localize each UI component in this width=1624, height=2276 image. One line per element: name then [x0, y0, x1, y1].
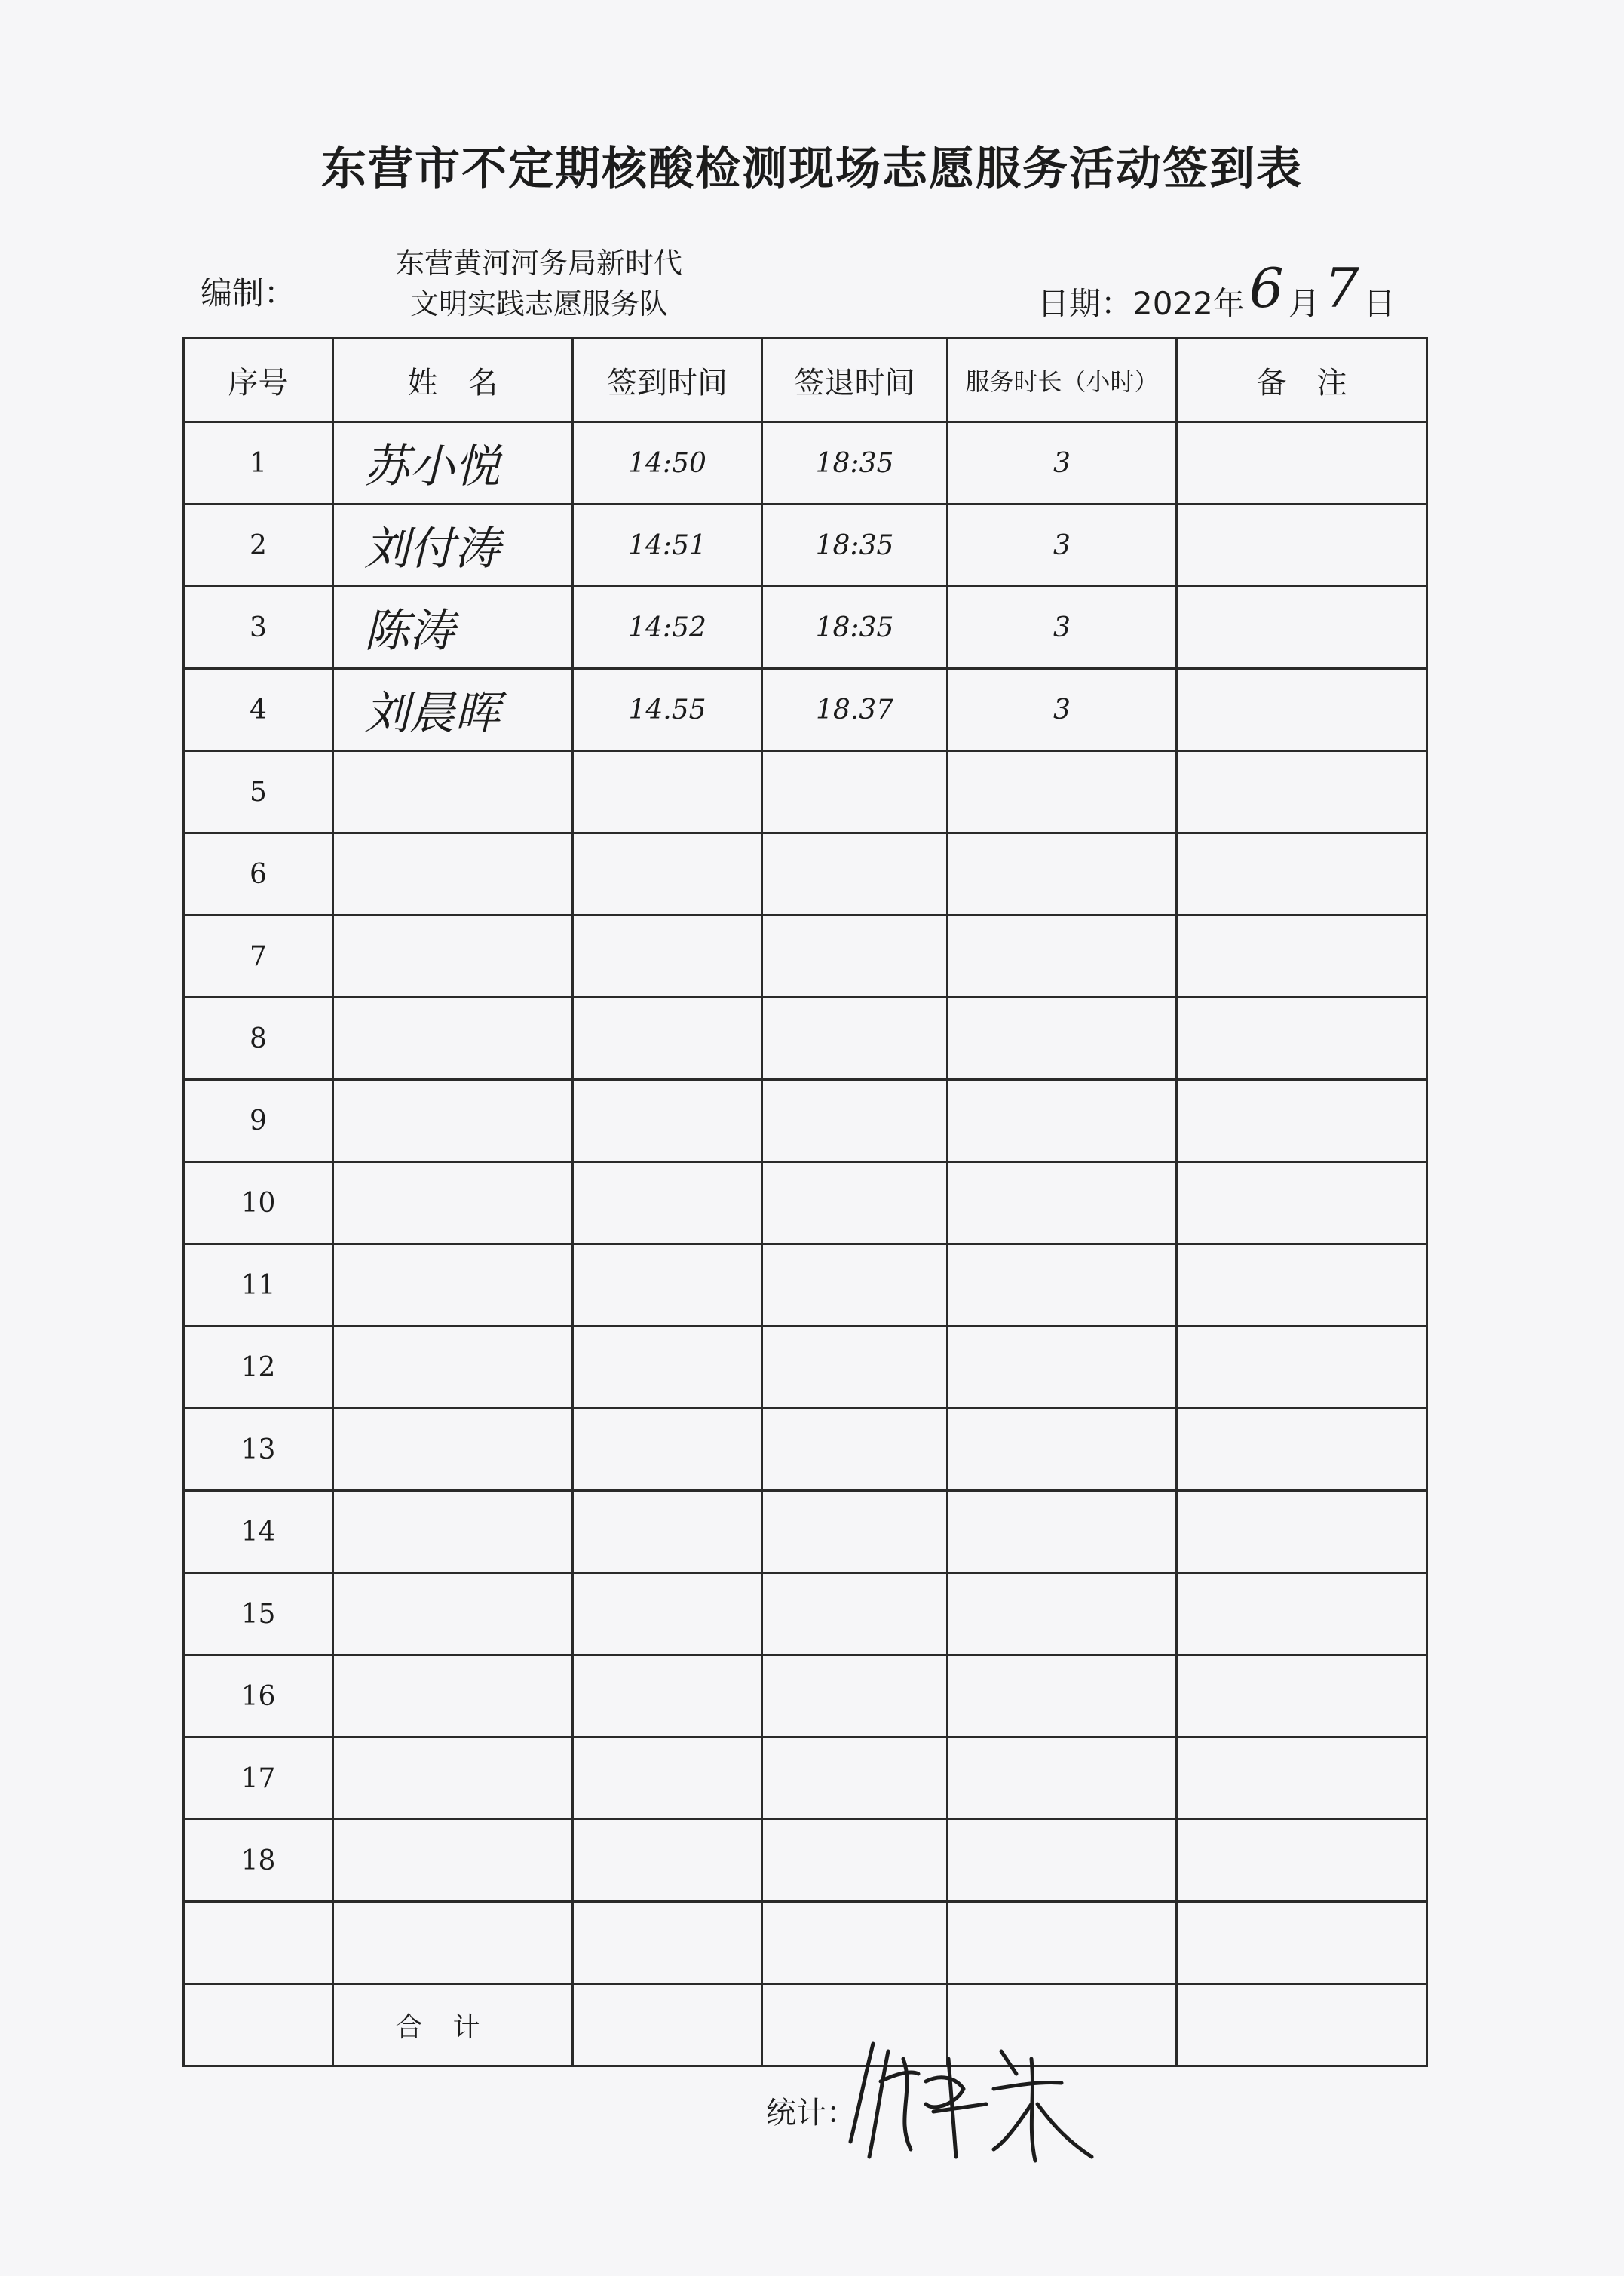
statistician-signature [843, 2029, 1114, 2164]
cell-name [333, 1902, 573, 1984]
cell-remarks [1177, 751, 1427, 833]
cell-sign-out [762, 916, 948, 998]
org-line-1: 东营黄河河务局新时代 [395, 247, 682, 280]
header-sign-in: 签到时间 [573, 339, 762, 422]
header-name: 姓 名 [333, 339, 573, 422]
cell-remarks [1177, 1080, 1427, 1162]
table-row [184, 1327, 1427, 1409]
cell-hours: 3 [948, 422, 1177, 505]
date-month-unit: 月 [1288, 285, 1320, 322]
cell-hours [948, 1409, 1177, 1491]
cell-remarks [1177, 1573, 1427, 1655]
cell-index: 6 [184, 833, 333, 916]
total-row [184, 1984, 1427, 2066]
cell-hours [948, 916, 1177, 998]
cell-index: 3 [184, 587, 333, 669]
cell-index: 2 [184, 505, 333, 587]
table-header-row [184, 339, 1427, 422]
cell-index: 16 [184, 1655, 333, 1738]
cell-remarks [1177, 1738, 1427, 1820]
cell-sign-in [573, 1573, 762, 1655]
cell-index: 4 [184, 669, 333, 751]
cell-name: 苏小悦 [333, 422, 573, 505]
cell-sign-out [762, 1327, 948, 1409]
cell-sign-in [573, 833, 762, 916]
total-index-cell [184, 1984, 333, 2066]
header-remarks: 备 注 [1177, 339, 1427, 422]
cell-hours [948, 1573, 1177, 1655]
cell-name [333, 1327, 573, 1409]
cell-sign-out: 18:35 [762, 505, 948, 587]
cell-name [333, 833, 573, 916]
cell-hours [948, 1655, 1177, 1738]
total-sign-in-cell [573, 1984, 762, 2066]
cell-index: 13 [184, 1409, 333, 1491]
cell-index: 17 [184, 1738, 333, 1820]
cell-sign-out [762, 1573, 948, 1655]
cell-remarks [1177, 1409, 1427, 1491]
cell-hours [948, 1738, 1177, 1820]
page-title: 东营市不定期核酸检测现场志愿服务活动签到表 [321, 143, 1303, 195]
cell-sign-in [573, 1491, 762, 1573]
cell-index: 5 [184, 751, 333, 833]
cell-sign-in: 14:50 [573, 422, 762, 505]
cell-sign-out [762, 1244, 948, 1327]
cell-remarks [1177, 669, 1427, 751]
cell-hours [948, 751, 1177, 833]
cell-name [333, 1573, 573, 1655]
cell-sign-out [762, 1162, 948, 1244]
cell-index: 8 [184, 998, 333, 1080]
cell-remarks [1177, 1491, 1427, 1573]
cell-sign-out: 18:35 [762, 587, 948, 669]
cell-sign-in [573, 1738, 762, 1820]
cell-sign-in [573, 1327, 762, 1409]
total-remarks-cell [1177, 1984, 1427, 2066]
cell-remarks [1177, 1244, 1427, 1327]
cell-hours: 3 [948, 669, 1177, 751]
cell-hours [948, 998, 1177, 1080]
cell-name [333, 751, 573, 833]
table-row [184, 1573, 1427, 1655]
cell-remarks [1177, 998, 1427, 1080]
table-row [184, 669, 1427, 751]
date-day-unit: 日 [1363, 285, 1396, 322]
cell-index: 1 [184, 422, 333, 505]
cell-sign-out [762, 1902, 948, 1984]
cell-index: 7 [184, 916, 333, 998]
cell-sign-in [573, 1655, 762, 1738]
cell-sign-out: 18.37 [762, 669, 948, 751]
cell-hours [948, 1162, 1177, 1244]
cell-hours [948, 833, 1177, 916]
cell-sign-in: 14:52 [573, 587, 762, 669]
date-label: 日期： [1037, 285, 1133, 322]
cell-hours: 3 [948, 587, 1177, 669]
cell-name [333, 1162, 573, 1244]
table-row [184, 1655, 1427, 1738]
cell-index: 15 [184, 1573, 333, 1655]
org-line-2: 文明实践志愿服务队 [409, 287, 668, 321]
compiler-label: 编制： [201, 275, 296, 311]
cell-sign-in: 14.55 [573, 669, 762, 751]
date-year: 2022年 [1132, 285, 1245, 322]
cell-name [333, 1655, 573, 1738]
cell-index: 11 [184, 1244, 333, 1327]
cell-name [333, 1409, 573, 1491]
cell-sign-out [762, 1491, 948, 1573]
cell-sign-out [762, 1409, 948, 1491]
cell-sign-in [573, 1902, 762, 1984]
cell-remarks [1177, 833, 1427, 916]
cell-name [333, 1738, 573, 1820]
cell-sign-out [762, 1738, 948, 1820]
table-row [184, 998, 1427, 1080]
date-day-handwritten: 7 [1324, 256, 1359, 320]
cell-name: 刘晨晖 [333, 669, 573, 751]
cell-sign-in [573, 998, 762, 1080]
cell-remarks [1177, 1655, 1427, 1738]
total-label: 合计 [333, 1984, 573, 2066]
header-hours: 服务时长（小时） [948, 339, 1177, 422]
cell-sign-out [762, 1655, 948, 1738]
sign-in-table [182, 337, 1428, 2067]
cell-hours [948, 1491, 1177, 1573]
date-field [1037, 256, 1396, 327]
cell-name [333, 916, 573, 998]
cell-index [184, 1902, 333, 1984]
cell-index: 12 [184, 1327, 333, 1409]
cell-index: 9 [184, 1080, 333, 1162]
cell-name: 陈涛 [333, 587, 573, 669]
table-row [184, 916, 1427, 998]
stats-label: 统计： [766, 2096, 856, 2130]
cell-remarks [1177, 916, 1427, 998]
cell-name [333, 1244, 573, 1327]
cell-sign-out [762, 751, 948, 833]
cell-hours [948, 1080, 1177, 1162]
cell-hours [948, 1820, 1177, 1902]
cell-remarks [1177, 505, 1427, 587]
table-row [184, 1409, 1427, 1491]
cell-name [333, 1820, 573, 1902]
cell-hours [948, 1244, 1177, 1327]
cell-hours: 3 [948, 505, 1177, 587]
date-month-handwritten: 6 [1249, 256, 1284, 320]
cell-name [333, 1080, 573, 1162]
cell-name: 刘付涛 [333, 505, 573, 587]
cell-hours [948, 1327, 1177, 1409]
cell-index: 18 [184, 1820, 333, 1902]
cell-remarks [1177, 1820, 1427, 1902]
cell-remarks [1177, 587, 1427, 669]
table-row [184, 1244, 1427, 1327]
table-row [184, 422, 1427, 505]
cell-sign-out [762, 1820, 948, 1902]
organization-name [362, 243, 716, 324]
cell-sign-out [762, 1080, 948, 1162]
cell-name [333, 1491, 573, 1573]
cell-sign-in [573, 916, 762, 998]
table-row [184, 505, 1427, 587]
header-index: 序号 [184, 339, 333, 422]
cell-hours [948, 1902, 1177, 1984]
table-row [184, 1162, 1427, 1244]
cell-remarks [1177, 422, 1427, 505]
cell-sign-in [573, 1162, 762, 1244]
cell-sign-in [573, 1080, 762, 1162]
cell-sign-in: 14:51 [573, 505, 762, 587]
table-row [184, 587, 1427, 669]
cell-remarks [1177, 1902, 1427, 1984]
table-row [184, 1080, 1427, 1162]
cell-sign-out: 18:35 [762, 422, 948, 505]
table-row [184, 751, 1427, 833]
cell-remarks [1177, 1327, 1427, 1409]
cell-sign-in [573, 1409, 762, 1491]
cell-sign-in [573, 751, 762, 833]
table-row [184, 1902, 1427, 1984]
cell-name [333, 998, 573, 1080]
cell-index: 14 [184, 1491, 333, 1573]
cell-remarks [1177, 1162, 1427, 1244]
cell-sign-in [573, 1820, 762, 1902]
cell-index: 10 [184, 1162, 333, 1244]
cell-sign-out [762, 833, 948, 916]
table-row [184, 1491, 1427, 1573]
header-sign-out: 签退时间 [762, 339, 948, 422]
cell-sign-in [573, 1244, 762, 1327]
table-row [184, 1738, 1427, 1820]
table-row [184, 1820, 1427, 1902]
table-row [184, 833, 1427, 916]
cell-sign-out [762, 998, 948, 1080]
